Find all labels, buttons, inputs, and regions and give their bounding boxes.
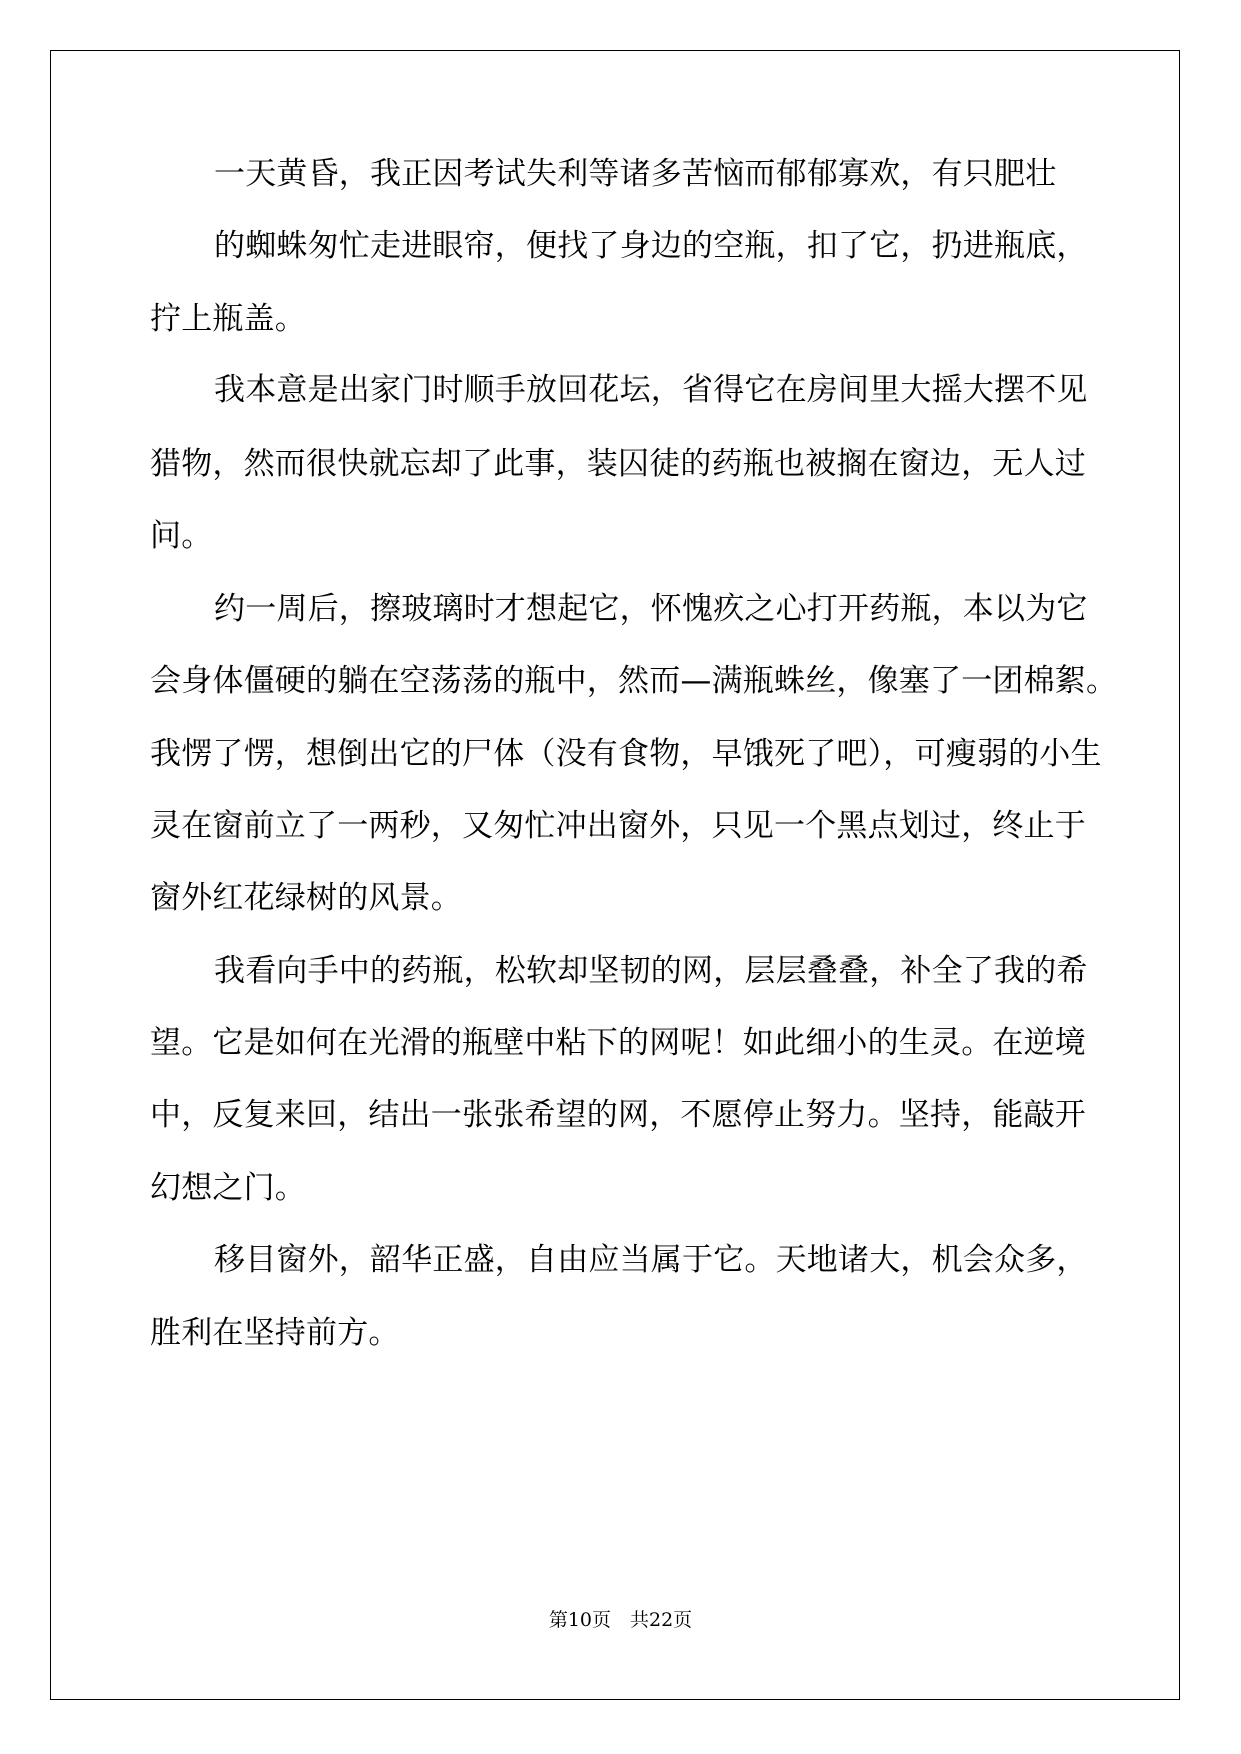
text-line: 灵在窗前立了一两秒，又匆忙冲出窗外，只见一个黑点划过，终止于 bbox=[150, 808, 1086, 844]
page-number: 第10页 共22页 bbox=[548, 1609, 693, 1631]
text-line: 胜利在坚持前方。 bbox=[150, 1315, 400, 1351]
page-border bbox=[50, 50, 1180, 1700]
text-line: 中，反复来回，结出一张张希望的网，不愿停止努力。坚持，能敲开 bbox=[150, 1097, 1086, 1133]
text-line: 问。 bbox=[150, 518, 213, 554]
text-line: 幻想之门。 bbox=[150, 1170, 306, 1206]
text-line: 我看向手中的药瓶，松软却坚韧的网，层层叠叠，补全了我的希 bbox=[214, 953, 1088, 989]
text-line: 望。它是如何在光滑的瓶壁中粘下的网呢！如此细小的生灵。在逆境 bbox=[150, 1025, 1086, 1061]
text-line: 猎物，然而很快就忘却了此事，装囚徒的药瓶也被搁在窗边，无人过 bbox=[150, 446, 1086, 482]
text-line: 窗外红花绿树的风景。 bbox=[150, 880, 462, 916]
text-line: 移目窗外，韶华正盛，自由应当属于它。天地诸大，机会众多， bbox=[214, 1242, 1088, 1278]
text-line: 我愣了愣，想倒出它的尸体（没有食物，早饿死了吧），可瘦弱的小生 bbox=[150, 736, 1102, 772]
text-line: 约一周后，擦玻璃时才想起它，怀愧疚之心打开药瓶，本以为它 bbox=[214, 591, 1088, 627]
text-line: 我本意是出家门时顺手放回花坛，省得它在房间里大摇大摆不见 bbox=[214, 372, 1088, 408]
text-line: 拧上瓶盖。 bbox=[150, 301, 306, 337]
text-line: 会身体僵硬的躺在空荡荡的瓶中，然而—满瓶蛛丝，像塞了一团棉絮。 bbox=[150, 663, 1118, 699]
text-line: 一天黄昏，我正因考试失利等诸多苦恼而郁郁寡欢，有只肥壮 bbox=[214, 156, 1057, 192]
text-line: 的蜘蛛匆忙走进眼帘，便找了身边的空瓶，扣了它，扔进瓶底， bbox=[214, 228, 1088, 264]
